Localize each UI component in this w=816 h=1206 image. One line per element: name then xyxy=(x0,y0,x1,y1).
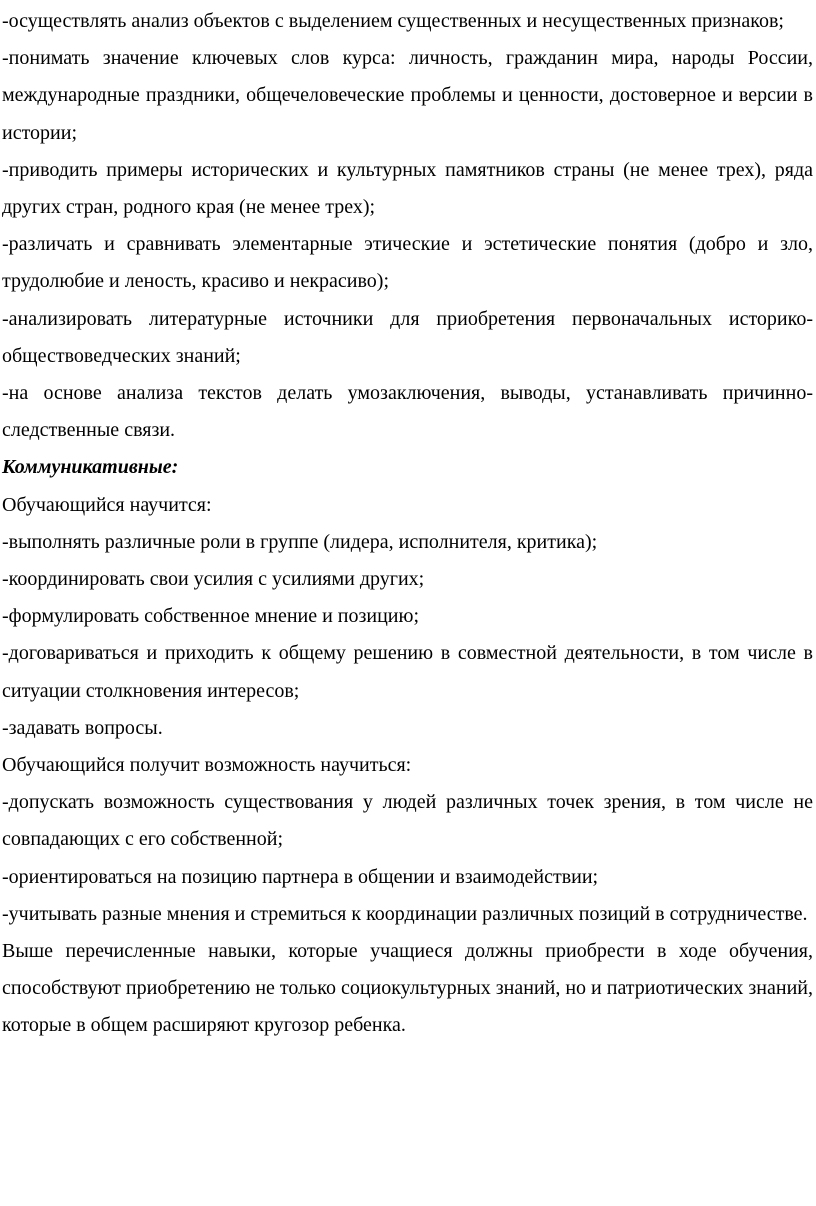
list-item: -приводить примеры исторических и культурных памятников страны (не менее трех), ряда других стран, родного края (не менее трех); xyxy=(2,158,813,219)
list-item: -различать и сравнивать элементарные этические и эстетические понятия (добро и зло, трудолюбие и леность, красиво и некрасиво); xyxy=(2,233,813,293)
list-item: -координировать свои усилия с усилиями других; xyxy=(2,568,425,591)
list-item: -допускать возможность существования у людей различных точек зрения, в том числе не совпадающих с его собственной; xyxy=(2,791,813,851)
list-item: -осуществлять анализ объектов с выделением существенных и несущественных признаков; xyxy=(2,10,784,32)
list-item: -выполнять различные роли в группе (лидера, исполнителя, критика); xyxy=(2,530,598,553)
list-item: -договариваться и приходить к общему решению в совместной деятельности, в том числе в ситуации столкновения интересов; xyxy=(2,642,813,702)
list-item: -анализировать литературные источники для приобретения первоначальных историко- обществоведческих знаний; xyxy=(2,307,813,367)
document-text xyxy=(2,3,813,1045)
subheading-will-learn: Обучающийся научится: xyxy=(2,493,212,516)
list-item: -ориентироваться на позицию партнера в общении и взаимодействии; xyxy=(2,865,599,888)
list-item: -формулировать собственное мнение и позицию; xyxy=(2,605,420,628)
list-item: -учитывать разные мнения и стремиться к координации различных позиций в сотрудничестве. xyxy=(2,902,808,925)
list-item: -на основе анализа текстов делать умозаключения, выводы, устанавливать причинно- следственные связи. xyxy=(2,382,813,442)
list-item: -понимать значение ключевых слов курса: личность, гражданин мира, народы России, международные праздники, общечеловеческие проблемы и ценности, достоверное и версии в истории; xyxy=(2,47,813,144)
section-heading: Коммуникативные: xyxy=(2,456,179,479)
conclusion-paragraph: Выше перечисленные навыки, которые учащиеся должны приобрести в ходе обучения, способствуют приобретению не только социокультурных знаний, но и патриотических знаний, которые в общем расширяют кругозор ребенка. xyxy=(2,940,813,1037)
list-item: -задавать вопросы. xyxy=(2,716,163,739)
subheading-opportunity: Обучающийся получит возможность научиться: xyxy=(2,754,412,777)
